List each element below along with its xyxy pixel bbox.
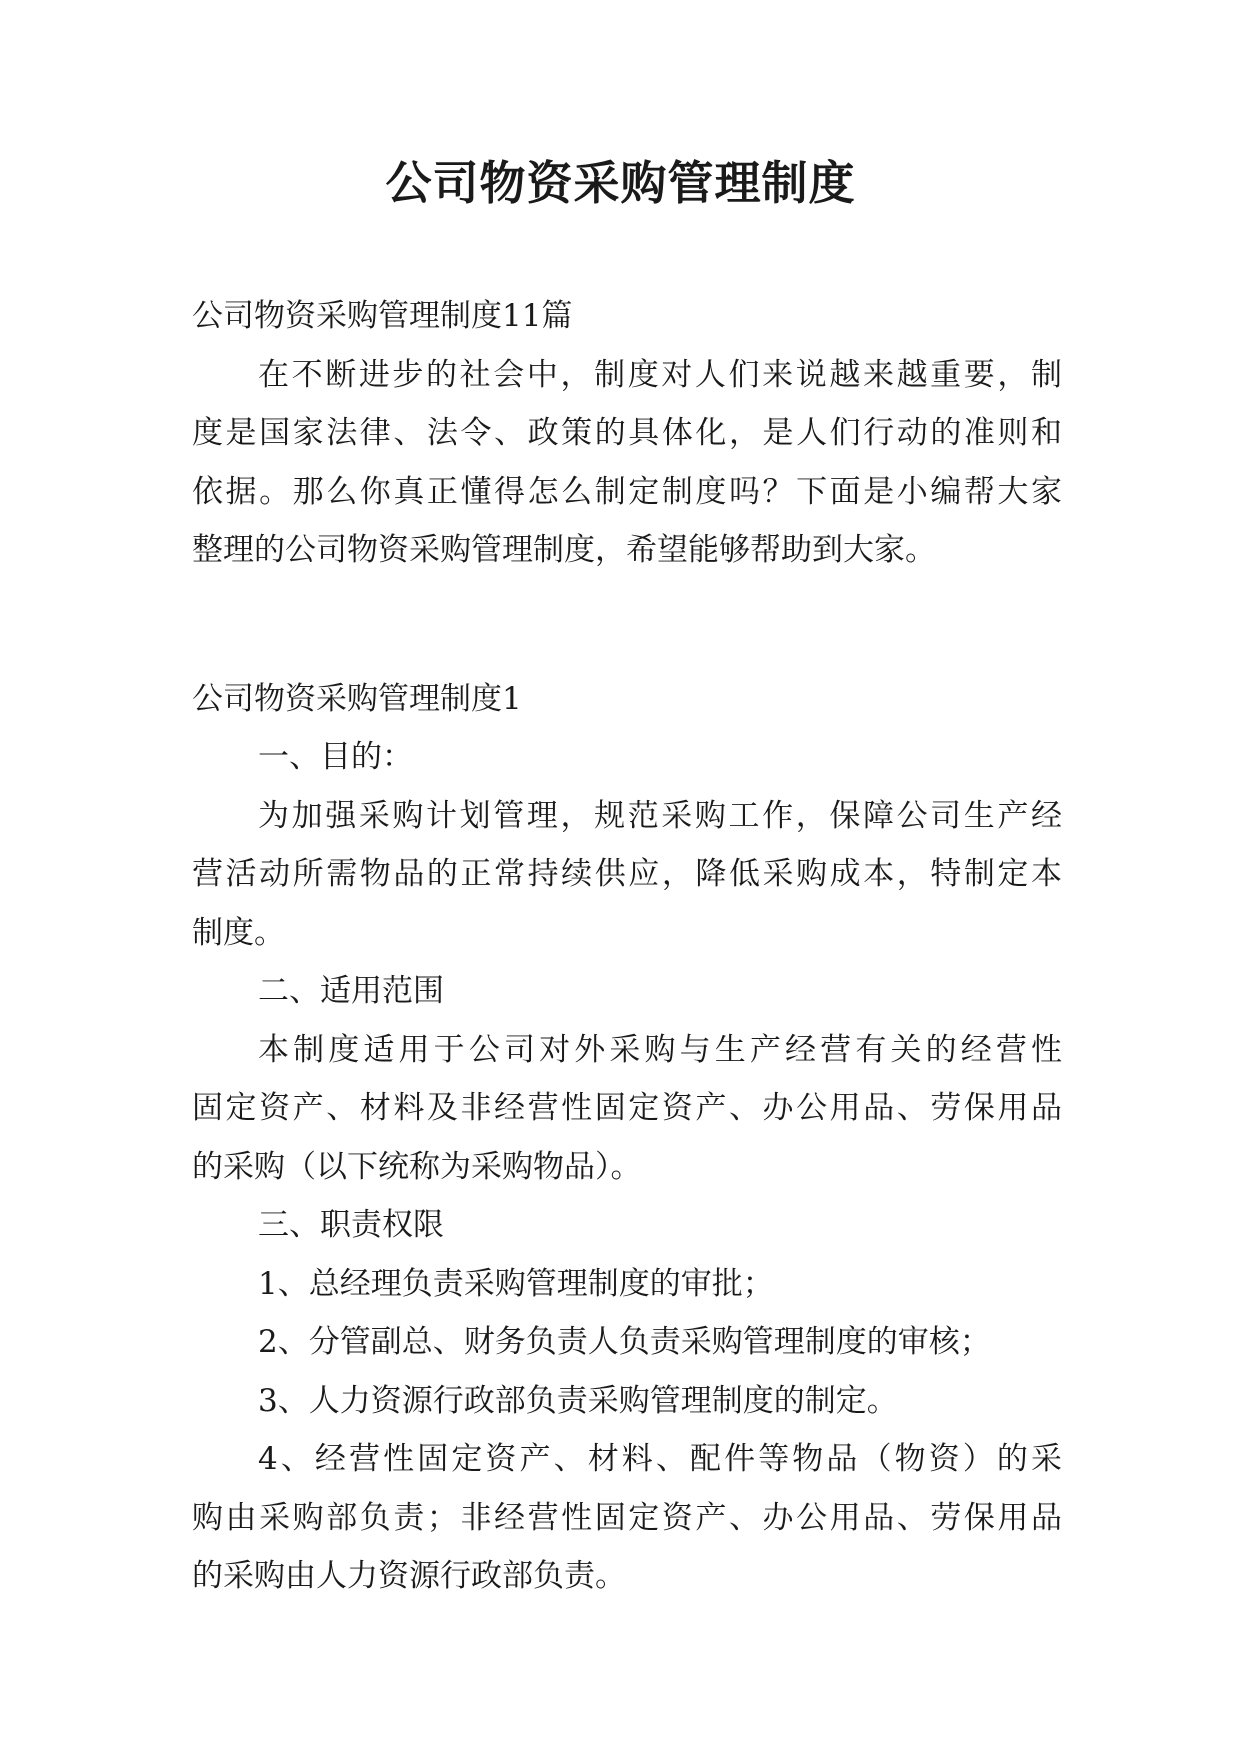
paragraph-gap: [192, 596, 1062, 654]
text-line: 三、职责权限: [258, 1207, 444, 1243]
document-body: [192, 287, 1062, 1606]
text-line: 3、人力资源行政部负责采购管理制度的制定。: [258, 1382, 898, 1419]
text-line: 的采购（以下统称为采购物品）。: [192, 1148, 642, 1185]
text-line: 购由采购部负责；非经营性固定资产、办公用品、劳保用品: [192, 1499, 1062, 1536]
text-line: 度是国家法律、法令、政策的具体化，是人们行动的准则和: [192, 415, 1062, 451]
text-line: 固定资产、材料及非经营性固定资产、办公用品、劳保用品: [192, 1090, 1062, 1126]
text-line: 依据。那么你真正懂得怎么制定制度吗？下面是小编帮大家: [192, 473, 1062, 510]
text-line: 为加强采购计划管理，规范采购工作，保障公司生产经: [258, 797, 1062, 834]
text-line: 营活动所需物品的正常持续供应，降低采购成本，特制定本: [192, 856, 1062, 892]
text-line: 4、经营性固定资产、材料、配件等物品（物资）的采: [258, 1441, 1062, 1477]
text-line: 在不断进步的社会中，制度对人们来说越来越重要，制: [258, 356, 1062, 393]
text-line: 公司物资采购管理制度1: [192, 680, 522, 717]
text-line: 的采购由人力资源行政部负责。: [192, 1558, 626, 1594]
text-line: 制度。: [192, 914, 285, 951]
text-line: 二、适用范围: [258, 973, 444, 1009]
text-line: 2、分管副总、财务负责人负责采购管理制度的审核；: [258, 1324, 991, 1360]
text-line: 公司物资采购管理制度11篇: [192, 298, 573, 334]
document-title: 公司物资采购管理制度: [385, 156, 856, 210]
text-line: 1、总经理负责采购管理制度的审批；: [258, 1265, 774, 1302]
text-line: 整理的公司物资采购管理制度，希望能够帮助到大家。: [192, 532, 936, 568]
text-line: 一、目的：: [258, 739, 413, 775]
text-line: 本制度适用于公司对外采购与生产经营有关的经营性: [258, 1031, 1062, 1068]
